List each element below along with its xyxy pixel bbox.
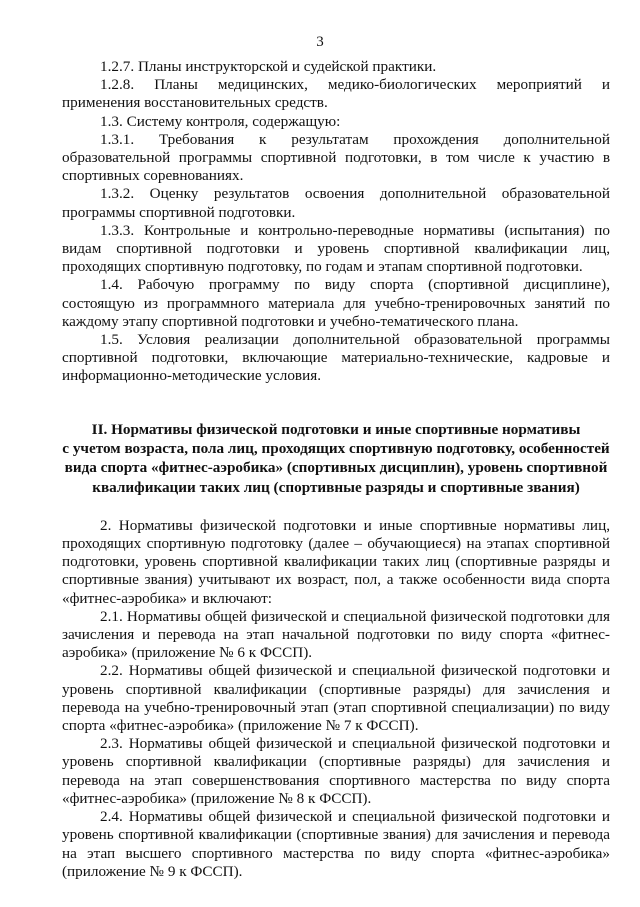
section-heading-line: II. Нормативы физической подготовки и иные спортивные нормативы	[91, 420, 581, 438]
section-heading	[62, 420, 610, 497]
section-heading-line: с учетом возраста, пола лиц, проходящих спортивную подготовку, особенностей	[62, 439, 610, 457]
paragraph-2: 2. Нормативы физической подготовки и иные спортивные нормативы лиц, проходящих спортивную подготовку (далее – обучающиеся) на этапах спортивной подготовки, уровень спортивной квалификации таких лиц (спортивные разряды и спортивные звания) учитывают их возраст, пол, а также особенности вида спорта «фитнес-аэробика» и включают:	[62, 516, 610, 607]
paragraph-1-4: 1.4. Рабочую программу по виду спорта (спортивной дисциплине), состоящую из программного материала для учебно-тренировочных занятий по каждому этапу спортивной подготовки и учебно-тематического плана.	[62, 276, 610, 330]
paragraph-1-2-7: 1.2.7. Планы инструкторской и судейской практики.	[100, 58, 437, 75]
paragraph-2-2: 2.2. Нормативы общей физической и специальной физической подготовки и уровень спортивной квалификации (спортивные разряды) для зачисления и перевода на учебно-тренировочный этап (этап спортивной специализации) по виду спорта «фитнес-аэробика» (приложение № 7 к ФССП).	[62, 662, 610, 735]
paragraph-1-5: 1.5. Условия реализации дополнительной образовательной программы спортивной подготовки, включающие материально-технические, кадровые и информационно-методические условия.	[62, 331, 610, 385]
paragraph-2-4: 2.4. Нормативы общей физической и специальной физической подготовки и уровень спортивной квалификации (спортивные звания) для зачисления и перевода на этап высшего спортивного мастерства по виду спорта «фитнес-аэробика» (приложение № 9 к ФССП).	[62, 808, 610, 880]
paragraph-1-3: 1.3. Систему контроля, содержащую:	[100, 112, 341, 130]
paragraph-1-3-2: 1.3.2. Оценку результатов освоения дополнительной образовательной программы спортивной подготовки.	[62, 185, 610, 221]
paragraph-1-3-1: 1.3.1. Требования к результатам прохождения дополнительной образовательной программы спортивной подготовки, в том числе к участию в спортивных соревнованиях.	[62, 130, 610, 185]
page-content	[62, 58, 610, 881]
paragraph-1-2-8: 1.2.8. Планы медицинских, медико-биологических мероприятий и применения восстановительных средств.	[62, 76, 610, 112]
paragraph-2-1: 2.1. Нормативы общей физической и специальной физической подготовки для зачисления и перевода на этап начальной подготовки по виду спорта «фитнес-аэробика» (приложение № 6 к ФССП).	[62, 607, 610, 662]
paragraph-2-3: 2.3. Нормативы общей физической и специальной физической подготовки и уровень спортивной квалификации (спортивные разряды) для зачисления и перевода на этап совершенствования спортивного мастерства по виду спорта «фитнес-аэробика» (приложение № 8 к ФССП).	[62, 735, 610, 807]
page-number: 3	[316, 34, 324, 50]
section-heading-line: вида спорта «фитнес-аэробика» (спортивных дисциплин), уровень спортивной	[64, 459, 608, 477]
section-heading-line: квалификации таких лиц (спортивные разряды и спортивные звания)	[92, 478, 580, 496]
paragraph-1-3-3: 1.3.3. Контрольные и контрольно-переводные нормативы (испытания) по видам спортивной подготовки и уровень спортивной квалификации лиц, проходящих спортивную подготовку, по годам и этапам спортивной подготовки.	[62, 221, 610, 276]
